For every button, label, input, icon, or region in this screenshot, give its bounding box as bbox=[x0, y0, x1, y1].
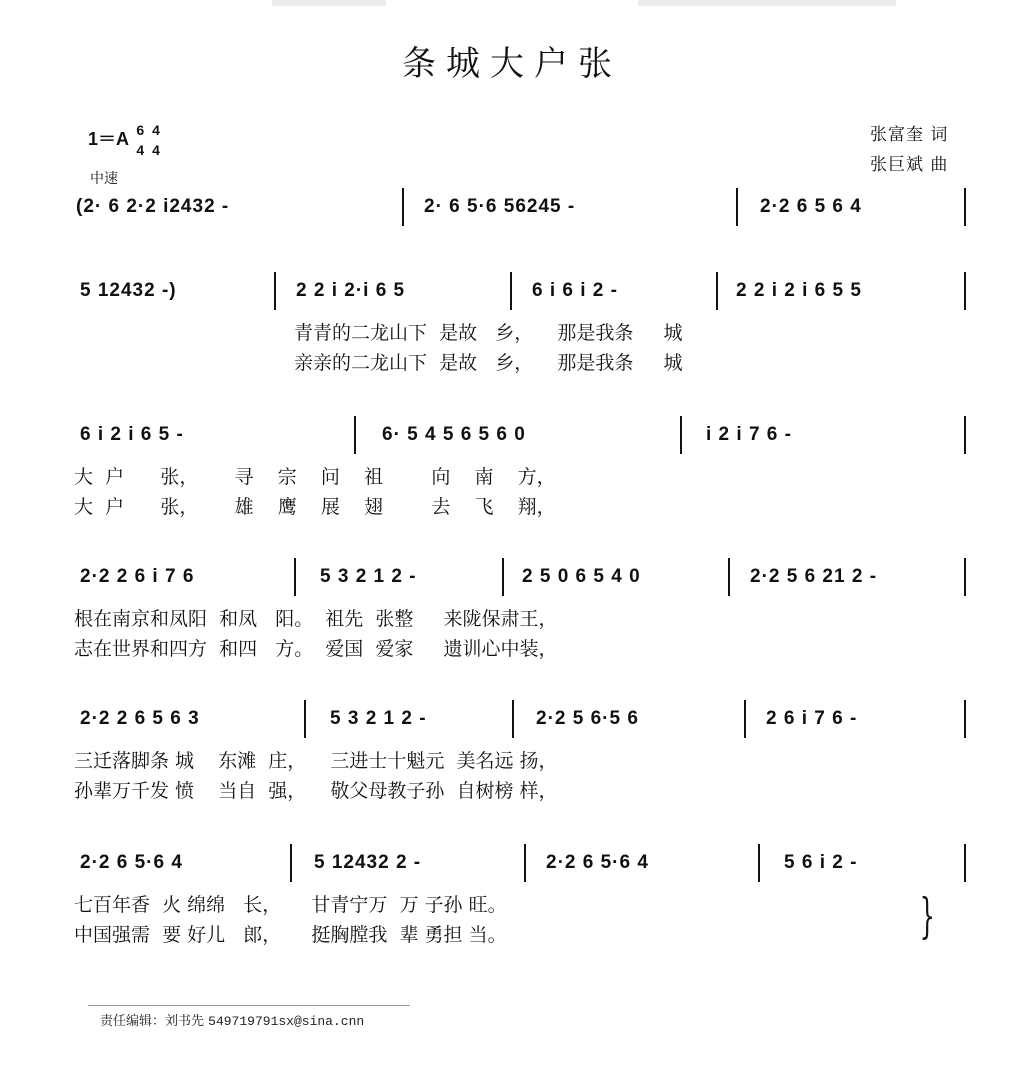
bar-line bbox=[512, 700, 514, 738]
editor-email: 549719791sx@sina.cnn bbox=[208, 1014, 365, 1029]
measure: 2·2 5 6·5 6 bbox=[536, 708, 639, 729]
music-line-3 bbox=[76, 424, 976, 454]
bar-line bbox=[502, 558, 504, 596]
measure: 2·2 6 5 6 4 bbox=[760, 196, 862, 217]
verse-brace: } bbox=[919, 888, 935, 944]
bar-line bbox=[964, 700, 966, 738]
bar-line bbox=[964, 558, 966, 596]
lyrics-verse-1: 根在南京和凤阳 和凤 阳。 祖先 张整 来陇保肃王， bbox=[74, 608, 558, 630]
bar-line bbox=[304, 700, 306, 738]
bar-line bbox=[680, 416, 682, 454]
lyrics-verse-1: 青青的二龙山下 是故 乡， 那是我条 城 bbox=[294, 322, 683, 344]
measure: (2· 6 2·2 i2432 - bbox=[76, 196, 230, 217]
bar-line bbox=[294, 558, 296, 596]
bar-line bbox=[510, 272, 512, 310]
measure: 2·2 6 5·6 4 bbox=[80, 852, 183, 873]
measure: 2·2 6 5·6 4 bbox=[546, 852, 649, 873]
top-tab-left bbox=[272, 0, 386, 6]
lyrics-verse-2: 志在世界和四方 和四 方。 爱国 爱家 遗训心中装， bbox=[74, 638, 558, 660]
bar-line bbox=[758, 844, 760, 882]
bar-line bbox=[964, 416, 966, 454]
measure: 2· 6 5·6 56245 - bbox=[424, 196, 576, 217]
music-line-1 bbox=[76, 196, 976, 226]
bar-line bbox=[964, 272, 966, 310]
lyrics-verse-1: 七百年香 火 绵绵 长， 甘青宁万 万 子孙 旺。 bbox=[74, 894, 507, 916]
measure: 6· 5 4 5 6 5 6 0 bbox=[382, 424, 526, 445]
lyrics-verse-1: 大 户 张， 寻 宗 问 祖 向 南 方， bbox=[74, 466, 556, 488]
editor-name: 责任编辑：刘书先 bbox=[100, 1014, 205, 1029]
top-tab-right bbox=[638, 0, 896, 6]
measure: 5 3 2 1 2 - bbox=[330, 708, 427, 729]
measure: 2·2 2 6 i 7 6 bbox=[80, 566, 195, 587]
bar-line bbox=[728, 558, 730, 596]
music-line-6 bbox=[76, 852, 976, 882]
lyrics-verse-2: 孙辈万千发 愤 当自 强， 敬父母教子孙 自树榜 样， bbox=[74, 780, 558, 802]
footer-divider bbox=[88, 1005, 410, 1006]
measure: 5 3 2 1 2 - bbox=[320, 566, 417, 587]
measure: 2 2 i 2 i 6 5 5 bbox=[736, 280, 862, 301]
bar-line bbox=[716, 272, 718, 310]
music-line-4 bbox=[76, 566, 976, 596]
meter-6-4: 6 4 bbox=[136, 122, 145, 158]
measure: 2·2 5 6 21 2 - bbox=[750, 566, 878, 587]
lyrics-verse-2: 亲亲的二龙山下 是故 乡， 那是我条 城 bbox=[294, 352, 683, 374]
bar-line bbox=[736, 188, 738, 226]
measure: 2 2 i 2·i 6 5 bbox=[296, 280, 406, 301]
music-line-5 bbox=[76, 708, 976, 738]
key-signature bbox=[88, 120, 160, 160]
lyrics-verse-1: 三迁落脚条 城 东滩 庄， 三进士十魁元 美名远 扬， bbox=[74, 750, 558, 772]
bar-line bbox=[274, 272, 276, 310]
lyrics-verse-2: 中国强需 要 好儿 郎， 挺胸膛我 辈 勇担 当。 bbox=[74, 924, 507, 946]
measure: 5 12432 2 - bbox=[314, 852, 422, 873]
bar-line bbox=[964, 188, 966, 226]
measure: 2·2 2 6 5 6 3 bbox=[80, 708, 200, 729]
meter-4-4: 4 4 bbox=[152, 122, 160, 158]
measure: 5 6 i 2 - bbox=[784, 852, 858, 873]
bar-line bbox=[290, 844, 292, 882]
music-line-2 bbox=[76, 280, 976, 310]
editor-credit bbox=[100, 1010, 364, 1029]
lyricist-credit: 张富奎 词 bbox=[870, 125, 949, 145]
measure: 2 5 0 6 5 4 0 bbox=[522, 566, 641, 587]
measure: i 2 i 7 6 - bbox=[706, 424, 792, 445]
song-title: 条城大户张 bbox=[402, 44, 622, 84]
tempo-marking: 中速 bbox=[90, 171, 118, 187]
bar-line bbox=[744, 700, 746, 738]
bar-line bbox=[524, 844, 526, 882]
bar-line bbox=[402, 188, 404, 226]
bar-line bbox=[964, 844, 966, 882]
composer-credit: 张巨斌 曲 bbox=[870, 155, 949, 175]
bar-line bbox=[354, 416, 356, 454]
measure: 5 12432 -) bbox=[80, 280, 177, 301]
measure: 6 i 2 i 6 5 - bbox=[80, 424, 184, 445]
lyrics-verse-2: 大 户 张， 雄 鹰 展 翅 去 飞 翔， bbox=[74, 496, 556, 518]
measure: 2 6 i 7 6 - bbox=[766, 708, 858, 729]
measure: 6 i 6 i 2 - bbox=[532, 280, 618, 301]
key-label: 1＝A bbox=[88, 128, 129, 149]
